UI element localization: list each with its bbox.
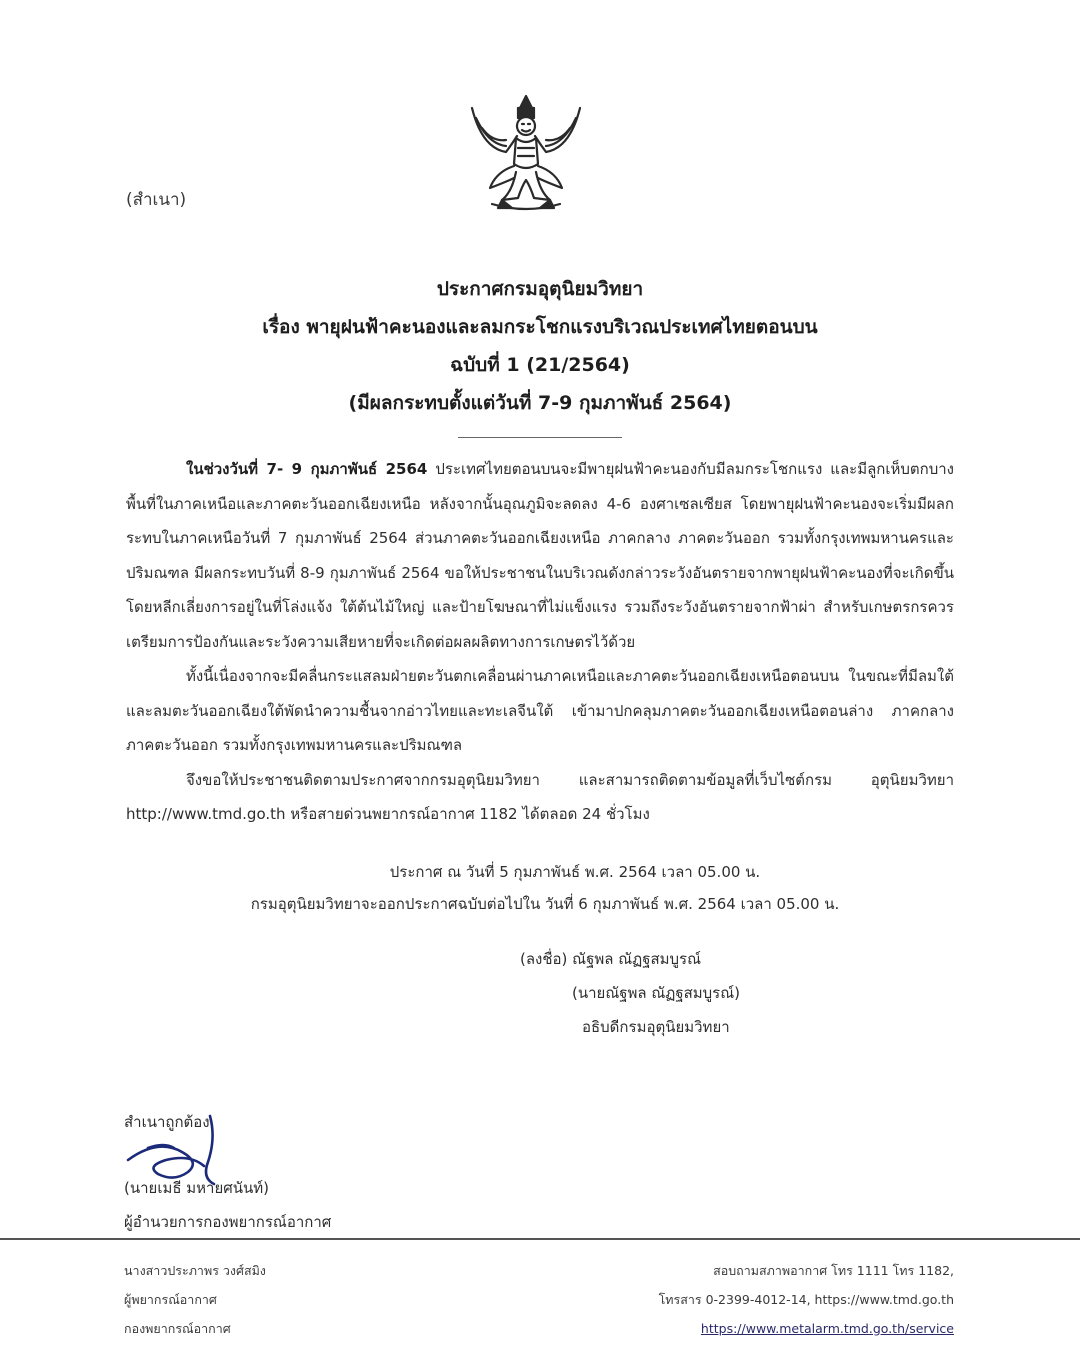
title-agency: ประกาศกรมอุตุนิยมวิทยา [436,278,644,300]
title-subject: เรื่อง พายุฝนฟ้าคะนองและลมกระโชกแรงบริเวณประเทศไทยตอนบน [262,316,818,338]
copy-mark: (สำเนา) [126,190,187,210]
announcement-title [0,270,1080,422]
footer-author-title: ผู้พยากรณ์อากาศ [124,1292,217,1307]
signatory-block [520,942,740,1044]
footer-contact [659,1256,954,1343]
announcement-body [126,452,954,832]
certified-position: ผู้อำนวยการกองพยากรณ์อากาศ [124,1213,332,1231]
footer-service-link[interactable]: https://www.metalarm.tmd.go.th/service [700,1321,954,1336]
title-issue-number: ฉบับที่ 1 (21/2564) [450,354,630,376]
body-paragraph-3: จึงขอให้ประชาชนติดตามประกาศจากกรมอุตุนิยมวิทยา และสามารถติดตามข้อมูลที่เว็บไซต์กรม อุตุนิยมวิทยา http://www.tmd.go.th หรือสายด่วนพยากรณ์อากาศ 1182 ได้ตลอด 24 ชั่วโมง [126,770,954,823]
garuda-emblem-icon [462,88,590,216]
body-paragraph-1 [126,452,954,659]
certified-name: (นายเมธี มหายศนันท์) [124,1179,270,1197]
footer-author-division: กองพยากรณ์อากาศ [124,1321,231,1336]
announce-date-block [0,856,1080,920]
footer-fax-website: โทรสาร 0-2399-4012-14, https://www.tmd.go.th [658,1292,954,1307]
footer-divider [0,1238,1080,1240]
signatory-name: (นายณัฐพล ณัฏฐสมบูรณ์) [572,984,741,1002]
footer-author [124,1256,266,1343]
body-p1-text: ประเทศไทยตอนบนจะมีพายุฝนฟ้าคะนองกับมีลมกระโชกแรง และมีลูกเห็บตกบางพื้นที่ในภาคเหนือและภาคตะวันออกเฉียงเหนือ หลังจากนั้นอุณภูมิจะลดลง 4-6 องศาเซลเซียส โดยพายุฝนฟ้าคะนองจะเริ่มมีผลกระทบในภาคเหนือวันที่ 7 กุมภาพันธ์ 2564 ส่วนภาคตะวันออกเฉียงเหนือ ภาคกลาง ภาคตะวันออก รวมทั้งกรุงเทพมหานครและปริมณฑล มีผลกระทบวันที่ 8-9 กุมภาพันธ์ 2564 ขอให้ประชาชนในบริเวณดังกล่าวระวังอันตรายจากพายุฝนฟ้าคะนองที่จะเกิดขึ้น โดยหลีกเลี่ยงการอยู่ในที่โล่งแจ้ง ใต้ต้นไม้ใหญ่ และป้ายโฆษณาที่ไม่แข็งแรง รวมถึงระวังอันตรายจากฟ้าผ่า สำหรับเกษตรกรควรเตรียมการป้องกันและระวังความเสียหายที่จะเกิดต่อผลผลิตทางการเกษตรไว้ด้วย [126,460,954,651]
title-divider [458,437,622,438]
signatory-signed: (ลงชื่อ) ณัฐพล ณัฏฐสมบูรณ์ [520,950,702,968]
title-effective-period: (มีผลกระทบตั้งแต่วันที่ 7-9 กุมภาพันธ์ 2564) [348,392,732,414]
footer-phone: สอบถามสภาพอากาศ โทร 1111 โทร 1182, [713,1263,954,1278]
certified-copy-label: สำเนาถูกต้อง [124,1113,210,1131]
next-announcement: กรมอุตุนิยมวิทยาจะออกประกาศฉบับต่อไปใน วันที่ 6 กุมภาพันธ์ พ.ศ. 2564 เวลา 05.00 น. [250,895,840,913]
body-p1-lead: ในช่วงวันที่ 7- 9 กุมภาพันธ์ 2564 [186,460,428,478]
signatory-position: อธิบดีกรมอุตุนิยมวิทยา [582,1018,730,1036]
footer-author-name: นางสาวประภาพร วงศ์สมิง [124,1263,266,1278]
body-paragraph-2: ทั้งนี้เนื่องจากจะมีคลื่นกระแสลมฝ่ายตะวันตกเคลื่อนผ่านภาคเหนือและภาคตะวันออกเฉียงเหนือตอนบน ในขณะที่มีลมใต้และลมตะวันออกเฉียงใต้พัดนำความชื้นจากอ่าวไทยและทะเลจีนใต้ เข้ามาปกคลุมภาคตะวันออกเฉียงเหนือตอนล่าง ภาคกลาง ภาคตะวันออก รวมทั้งกรุงเทพมหานครและปริมณฑล [126,667,954,754]
announce-date: ประกาศ ณ วันที่ 5 กุมภาพันธ์ พ.ศ. 2564 เวลา 05.00 น. [389,863,761,881]
